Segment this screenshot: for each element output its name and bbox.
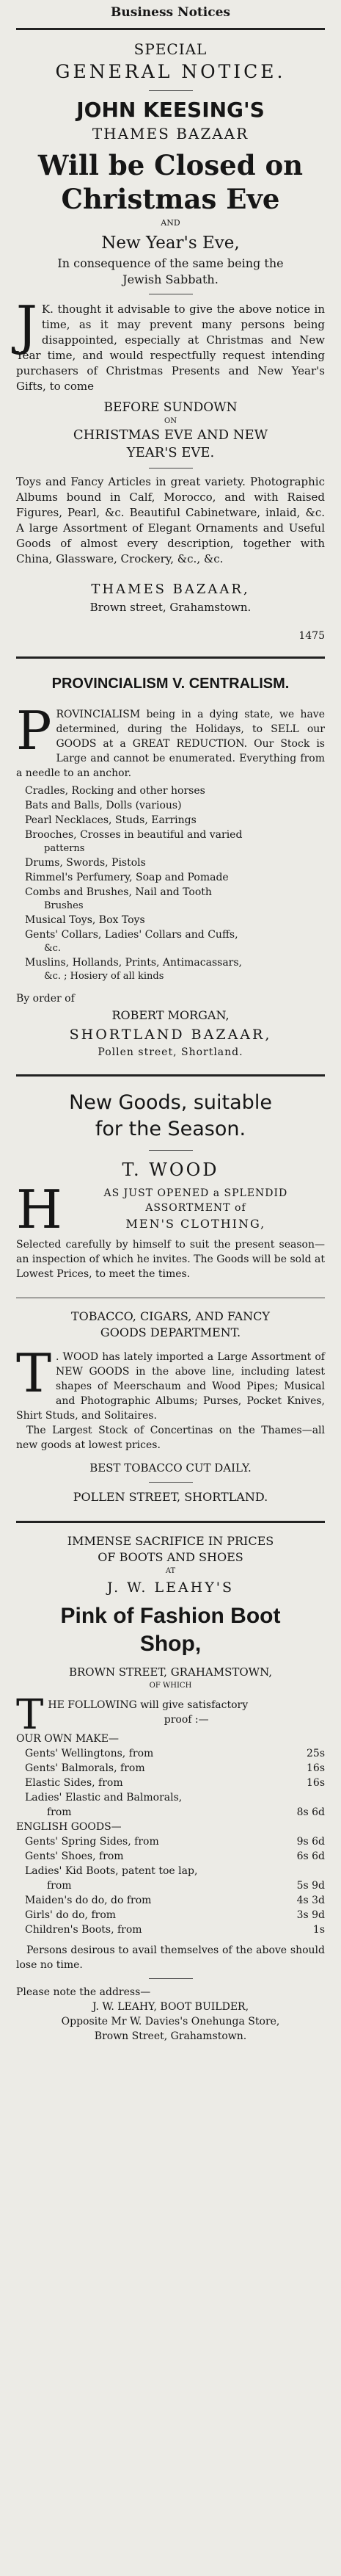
toys-text: Toys and Fancy Articles in great variety. Photographic Albums bound in Calf, Morocco, and with Raised Figures, Pearl, &c. Beautiful Cabinetware, inlaid, &c. A large Assortment of Elegant Ornaments and Useful Goods of almost every description, together with China, Glassware, Crockery, &c., &c.: [16, 475, 325, 565]
price-value: 16s: [307, 1762, 325, 1774]
closed-line-2: Christmas Eve: [61, 183, 280, 215]
price-item: Gents' Shoes, from: [25, 1850, 124, 1862]
closed-line-1: Will be Closed on: [37, 149, 304, 181]
mens-clothing: MEN'S CLOTHING,: [125, 1217, 266, 1231]
morgan-notice: [16, 659, 325, 1060]
notice-body: [16, 700, 325, 781]
list-item: Brooches, Crosses in beautiful and varied: [25, 829, 243, 841]
price-row: [25, 1908, 325, 1922]
new-goods-heading-1: New Goods, suitable: [69, 1091, 272, 1114]
list-item-continued: &c. ; Hosiery of all kinds: [44, 971, 164, 982]
list-item: Gents' Collars, Ladies' Collars and Cuffs,: [25, 929, 238, 941]
and-label: AND: [161, 218, 180, 228]
before-sundown: BEFORE SUNDOWN: [103, 400, 238, 415]
body-text: . WOOD has lately imported a Large Assortment of NEW GOODS in the above line, including latest shapes of Meerschaum and Wood Pipes; Musical and Photographic Albums; Purses, Pocket Knives, Shirt Studs, and Solitaires.: [16, 1351, 325, 1422]
own-make-heading: OUR OWN MAKE—: [16, 1733, 119, 1745]
price-item: Gents' Spring Sides, from: [25, 1836, 159, 1848]
body-text-2: The Largest Stock of Concertinas on the Thames—all new goods at lowest prices.: [16, 1425, 325, 1451]
proof-line: proof :—: [164, 1714, 209, 1726]
list-item-continued: patterns: [44, 843, 85, 854]
consequence-line-1: In consequence of the same being the: [57, 256, 284, 270]
drop-cap: P: [16, 700, 52, 761]
pink-heading-1: Pink of Fashion Boot: [60, 1604, 281, 1628]
notice-number: 1475: [298, 630, 325, 642]
which-label: OF WHICH: [149, 1682, 192, 1690]
pollen-street: POLLEN STREET, SHORTLAND.: [73, 1490, 268, 1504]
drop-cap: H: [16, 1186, 62, 1233]
price-value: 16s: [307, 1777, 325, 1789]
address-line-2: Opposite Mr W. Davies's Onehunga Store,: [61, 2016, 280, 2027]
goods-list: [16, 784, 325, 983]
price-row: [25, 1849, 325, 1864]
pink-heading-2: Shop,: [139, 1632, 202, 1656]
page-header: Business Notices: [111, 5, 230, 20]
wood-name: T. WOOD: [122, 1159, 219, 1180]
short-rule: [149, 90, 193, 91]
best-tobacco: BEST TOBACCO CUT DAILY.: [89, 1461, 252, 1475]
consequence-line-2: Jewish Sabbath.: [122, 272, 219, 286]
general-notice-heading: GENERAL NOTICE.: [55, 61, 286, 82]
sacrifice-heading-1: IMMENSE SACRIFICE IN PRICES: [67, 1534, 274, 1548]
price-item: Gents' Balmorals, from: [25, 1762, 145, 1774]
notice-body: [16, 1342, 325, 1423]
price-item: Children's Boots, from: [25, 1924, 142, 1936]
price-item: Ladies' Elastic and Balmorals,: [25, 1792, 183, 1803]
list-item: Bats and Balls, Dolls (various): [25, 800, 182, 811]
price-item: from: [47, 1806, 72, 1818]
price-value: 4s 3d: [296, 1895, 325, 1906]
shortland-bazaar: SHORTLAND BAZAAR,: [69, 1027, 272, 1043]
price-item: Elastic Sides, from: [25, 1777, 123, 1789]
price-value: 25s: [307, 1748, 325, 1759]
price-row: [25, 1878, 325, 1893]
short-rule: [149, 1978, 193, 1979]
price-row: [25, 1834, 325, 1849]
address: Brown street, Grahamstown.: [89, 601, 252, 614]
opened-line: AS JUST OPENED a SPLENDID: [103, 1187, 288, 1199]
price-value: 1s: [312, 1924, 325, 1936]
price-row: [25, 1776, 325, 1790]
price-row: [25, 1864, 325, 1878]
price-item: Ladies' Kid Boots, patent toe lap,: [25, 1865, 198, 1877]
price-item: from: [47, 1880, 72, 1892]
note-address: Please note the address—: [16, 1986, 151, 1998]
price-value: 5s 9d: [296, 1880, 325, 1892]
wood-tobacco-notice: [16, 1298, 325, 1506]
keesing-name: JOHN KEESING'S: [76, 98, 265, 122]
morgan-name: ROBERT MORGAN,: [111, 1008, 230, 1022]
drop-cap: J: [16, 294, 37, 356]
at-label: AT: [165, 1567, 176, 1575]
address: Pollen street, Shortland.: [98, 1046, 243, 1058]
price-value: 9s 6d: [296, 1836, 325, 1848]
tobacco-heading-1: TOBACCO, CIGARS, AND FANCY: [71, 1309, 270, 1323]
keesing-notice: [16, 30, 325, 643]
own-make-list: [16, 1746, 325, 1820]
price-row: [25, 1922, 325, 1937]
assortment-line: ASSORTMENT of: [145, 1202, 246, 1214]
on-label: ON: [164, 417, 177, 425]
short-rule: [149, 1482, 193, 1483]
address-line-1: J. W. LEAHY, BOOT BUILDER,: [92, 2001, 249, 2013]
list-item: Drums, Swords, Pistols: [25, 857, 146, 869]
business-notices: [16, 0, 325, 2044]
price-item: Maiden's do do, do from: [25, 1895, 152, 1906]
new-goods-heading-2: for the Season.: [95, 1118, 246, 1140]
new-years-eve: New Year's Eve,: [101, 234, 240, 253]
body-text: K. thought it advisable to give the above notice in time, as it may prevent many persons being disappointed, especially at Christmas and New Year time, and would respectfully request intending purchasers of Christmas Presents and New Year's Gifts, to come: [16, 303, 325, 393]
sacrifice-heading-2: OF BOOTS AND SHOES: [98, 1550, 243, 1564]
drop-cap: T: [16, 1698, 44, 1732]
price-value: 8s 6d: [296, 1806, 325, 1818]
provincialism-heading: PROVINCIALISM V. CENTRALISM.: [51, 676, 290, 692]
list-item-continued: Brushes: [44, 900, 84, 911]
signature: THAMES BAZAAR,: [91, 582, 250, 597]
thames-bazaar-heading: THAMES BAZAAR: [92, 125, 249, 142]
price-value: 6s 6d: [296, 1850, 325, 1862]
list-item: Rimmel's Perfumery, Soap and Pomade: [25, 872, 229, 883]
body-text: Selected carefully by himself to suit the present season—an inspection of which he invites. The Goods will be sold at Lowest Prices, to meet the times.: [16, 1239, 325, 1280]
by-order: By order of: [16, 993, 75, 1005]
price-row: [25, 1893, 325, 1908]
list-item-continued: &c.: [44, 943, 61, 954]
list-item: Muslins, Hollands, Prints, Antimacassars,: [25, 957, 242, 969]
notice-body: [16, 1698, 325, 1732]
eve-line-2: YEAR'S EVE.: [126, 445, 215, 460]
leahy-name: J. W. LEAHY'S: [106, 1580, 235, 1596]
price-item: Girls' do do, from: [25, 1909, 117, 1921]
persons-text: Persons desirous to avail themselves of the above should lose no time.: [16, 1944, 325, 1971]
price-row: [25, 1746, 325, 1761]
english-goods-heading: ENGLISH GOODS—: [16, 1821, 122, 1833]
address-line-3: Brown Street, Grahamstown.: [94, 2030, 247, 2042]
price-row: [25, 1790, 325, 1805]
short-rule: [149, 1150, 193, 1151]
drop-cap: T: [16, 1342, 52, 1404]
eve-line-1: CHRISTMAS EVE AND NEW: [73, 427, 268, 443]
notice-body: [16, 294, 325, 394]
notice-body: [16, 1186, 325, 1233]
english-goods-list: [16, 1834, 325, 1937]
list-item: Cradles, Rocking and other horses: [25, 785, 205, 797]
body-text: ROVINCIALISM being in a dying state, we have determined, during the Holidays, to SELL our GOODS at a GREAT REDUCTION. Our Stock is Large and cannot be enumerated. Everything from a needle to an anchor.: [16, 709, 325, 779]
brown-street: BROWN STREET, GRAHAMSTOWN,: [68, 1665, 273, 1679]
following-line: HE FOLLOWING will give satisfactory: [48, 1699, 249, 1711]
price-row: [25, 1761, 325, 1776]
list-item: Musical Toys, Box Toys: [25, 914, 145, 926]
list-item: Pearl Necklaces, Studs, Earrings: [25, 814, 197, 826]
price-value: 3s 9d: [296, 1909, 325, 1921]
wood-clothing-notice: [16, 1077, 325, 1281]
tobacco-heading-2: GOODS DEPARTMENT.: [100, 1325, 241, 1339]
list-item: Combs and Brushes, Nail and Tooth: [25, 886, 212, 898]
price-row: [25, 1805, 325, 1820]
leahy-notice: [16, 1523, 325, 2044]
price-item: Gents' Wellingtons, from: [25, 1748, 154, 1759]
special-heading: SPECIAL: [133, 40, 208, 58]
